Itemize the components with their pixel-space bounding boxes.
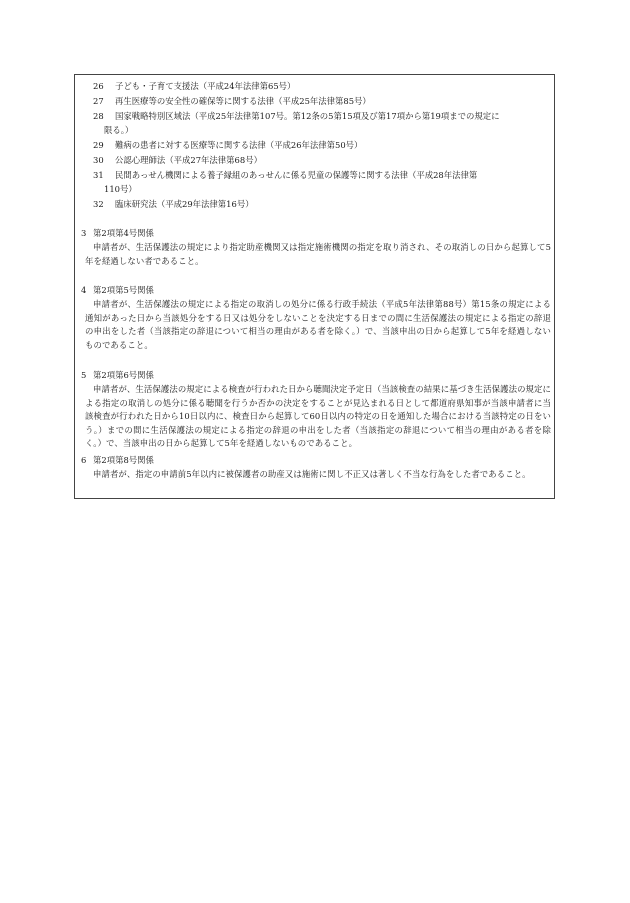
law-title: 公認心理師法（平成27年法律第68号） bbox=[115, 155, 262, 165]
section-heading bbox=[81, 284, 154, 297]
section-heading-text: 第2項第6号関係 bbox=[93, 370, 154, 380]
section-heading-text: 第2項第8号関係 bbox=[93, 455, 154, 465]
section-body: 申請者が、生活保護法の規定による検査が行われた日から聴聞決定予定日（当該検査の結果に基づき生活保護法の規定による指定の取消しの処分に係る聴聞を行うか否かの決定をすることが見込まれる日として都道府県知事が当該申請者に当該検査が行われた日から10日以内に、検査日から起算して60日以内の特定の日を通知した場合における当該特定の日をいう。）までの間に生活保護法の規定による指定の辞退の申出をした者（当該指定の辞退について相当の理由がある者を除く。）で、当該申出の日から起算して5年を経過しないものであること。 bbox=[85, 384, 551, 449]
law-number: 29 bbox=[93, 140, 104, 150]
law-number: 28 bbox=[93, 111, 104, 121]
law-number: 31 bbox=[93, 170, 104, 180]
law-title: 国家戦略特別区域法（平成25年法律第107号。第12条の5第15項及び第17項から第19項までの規定に bbox=[115, 111, 500, 121]
section-number: 6 bbox=[81, 455, 87, 465]
law-list-item bbox=[93, 110, 499, 123]
section-body: 申請者が、生活保護法の規定により指定助産機関又は指定施術機関の指定を取り消され、その取消しの日から起算して5年を経過しない者であること。 bbox=[85, 242, 551, 266]
section-heading-text: 第2項第4号関係 bbox=[93, 228, 154, 238]
section-number: 5 bbox=[81, 370, 87, 380]
section-heading bbox=[81, 369, 154, 382]
law-list-item bbox=[93, 139, 362, 152]
law-title-continuation: 限る。） bbox=[104, 125, 134, 135]
law-number: 27 bbox=[93, 96, 104, 106]
law-number: 30 bbox=[93, 155, 104, 165]
law-list-item bbox=[93, 95, 371, 108]
law-list-item bbox=[93, 198, 254, 211]
law-list-item bbox=[93, 80, 295, 93]
law-title: 再生医療等の安全性の確保等に関する法律（平成25年法律第85号） bbox=[115, 96, 371, 106]
section-heading bbox=[81, 454, 154, 467]
law-list-item bbox=[93, 154, 262, 167]
section-heading-text: 第2項第5号関係 bbox=[93, 285, 154, 295]
law-title: 臨床研究法（平成29年法律第16号） bbox=[115, 199, 254, 209]
law-title: 民間あっせん機関による養子縁組のあっせんに係る児童の保護等に関する法律（平成28年法律第 bbox=[115, 170, 478, 180]
law-number: 32 bbox=[93, 199, 104, 209]
law-title: 難病の患者に対する医療等に関する法律（平成26年法律第50号） bbox=[115, 140, 363, 150]
section-number: 3 bbox=[81, 228, 87, 238]
law-title: 子ども・子育て支援法（平成24年法律第65号） bbox=[115, 81, 296, 91]
section-body: 申請者が、指定の申請前5年以内に被保護者の助産又は施術に関し不正又は著しく不当な行為をした者であること。 bbox=[93, 469, 531, 479]
section-number: 4 bbox=[81, 285, 87, 295]
law-number: 26 bbox=[93, 81, 104, 91]
section-body: 申請者が、生活保護法の規定による指定の取消しの処分に係る行政手続法（平成5年法律第88号）第15条の規定による通知があった日から当該処分をする日又は処分をしないことを決定する日までの間に生活保護法の規定による指定の辞退の申出をした者（当該指定の辞退について相当の理由がある者を除く。）で、当該申出の日から起算して5年を経過しないものであること。 bbox=[85, 299, 551, 350]
law-list-item bbox=[93, 169, 477, 182]
law-title-continuation: 110号） bbox=[104, 184, 137, 194]
section-heading bbox=[81, 227, 154, 240]
